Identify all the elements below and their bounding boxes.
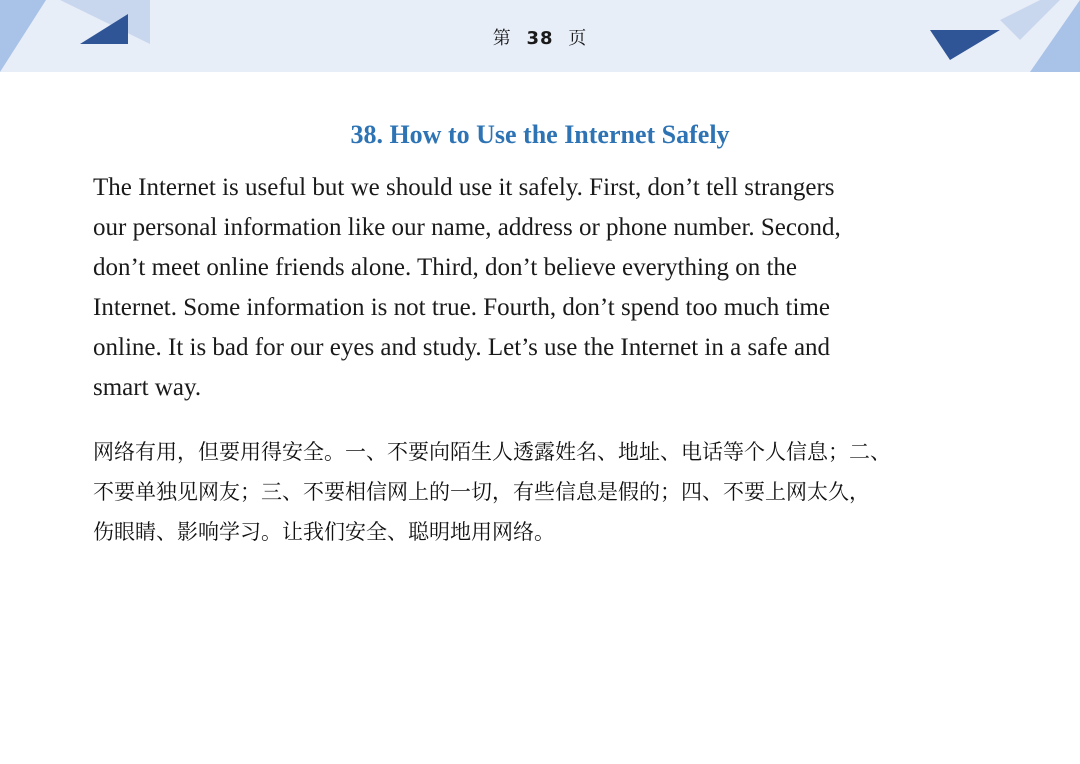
page-header-band [0,0,1080,72]
page-prefix: 第 [492,28,512,49]
english-line: online. It is bad for our eyes and study. Let’s use the Internet in a safe and [93,334,831,361]
english-line: don’t meet online friends alone. Third, don’t believe everything on the [93,254,797,281]
chinese-paragraph [93,432,993,552]
english-line: The Internet is useful but we should use it safely. First, don’t tell strangers [93,174,835,201]
chinese-line: 伤眼睛、影响学习。让我们安全、聪明地用网络。 [93,520,555,544]
page-number-label [0,24,1080,50]
english-paragraph [93,168,993,408]
english-line: Internet. Some information is not true. Fourth, don’t spend too much time [93,294,830,321]
chinese-line: 不要单独见网友；三、不要相信网上的一切，有些信息是假的；四、不要上网太久， [93,480,870,504]
chinese-line: 网络有用，但要用得安全。一、不要向陌生人透露姓名、地址、电话等个人信息；二、 [93,440,891,464]
article-title: 38. How to Use the Internet Safely [350,120,730,149]
page-suffix: 页 [568,28,588,49]
english-line: smart way. [93,374,202,401]
english-line: our personal information like our name, address or phone number. Second, [93,214,841,241]
page-number: 38 [526,28,554,49]
